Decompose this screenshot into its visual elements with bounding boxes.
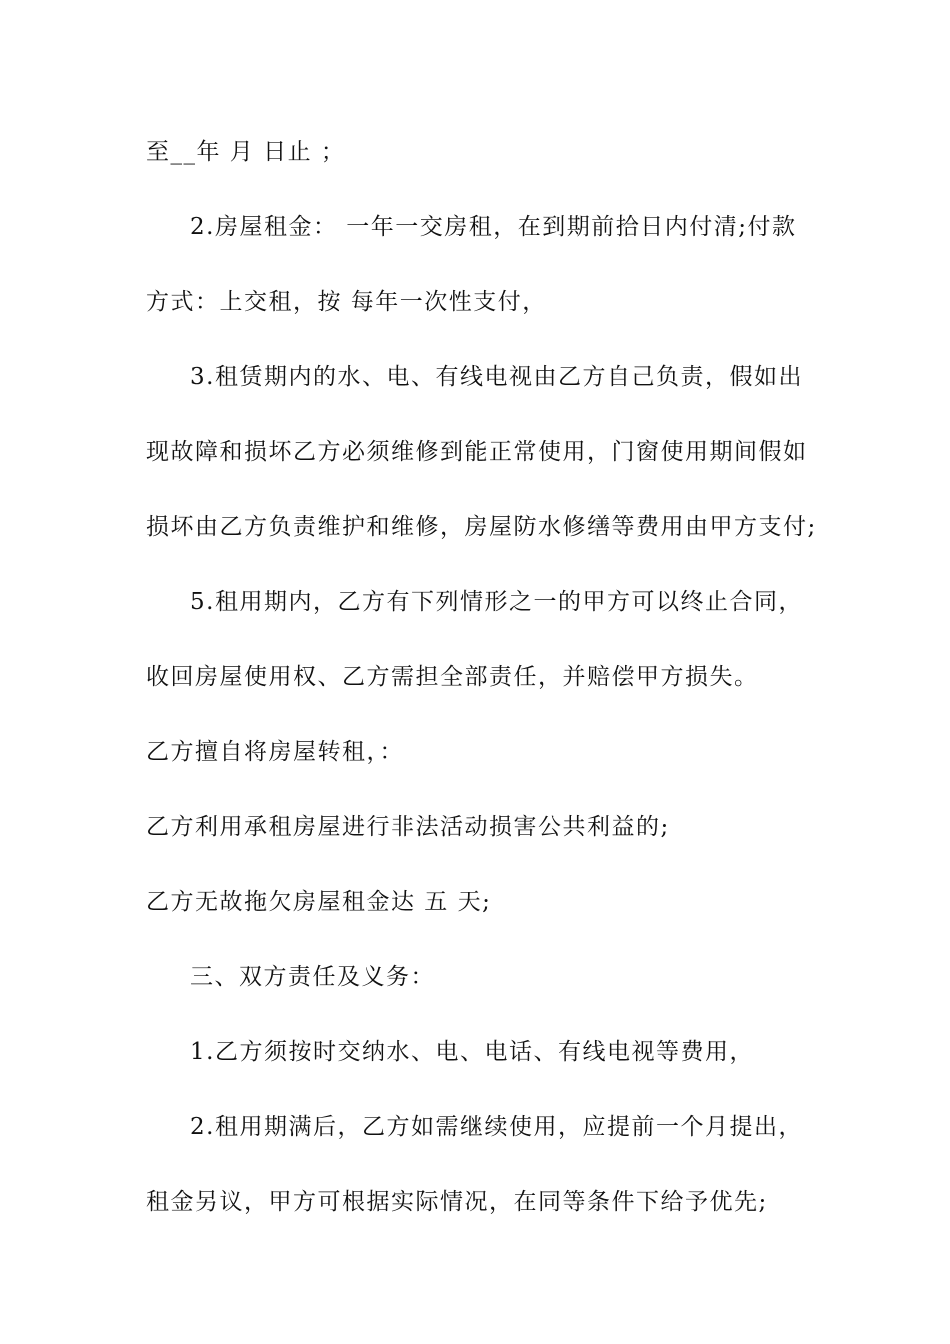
text-line-utilities-clause: 3.租赁期内的水、电、有线电视由乙方自己负责，假如出 bbox=[190, 364, 803, 390]
text-line-term-end: 至__年 月 日止 ； bbox=[146, 139, 346, 165]
text-line-sublease: 乙方擅自将房屋转租，： bbox=[146, 739, 404, 765]
text-line-renewal-clause: 2.租用期满后，乙方如需继续使用，应提前一个月提出， bbox=[190, 1114, 803, 1140]
text-line-renewal-priority: 租金另议，甲方可根据实际情况，在同等条件下给予优先; bbox=[146, 1189, 768, 1215]
text-line-termination-clause: 5.租用期内，乙方有下列情形之一的甲方可以终止合同， bbox=[190, 589, 803, 615]
text-line-rent-clause: 2.房屋租金： 一年一交房租，在到期前拾日内付清;付款 bbox=[190, 214, 797, 240]
text-line-illegal-activity: 乙方利用承租房屋进行非法活动损害公共利益的; bbox=[146, 814, 670, 840]
text-line-fees-clause: 1.乙方须按时交纳水、电、电话、有线电视等费用， bbox=[190, 1039, 754, 1065]
text-line-payment-method: 方式：上交租，按 每年一次性支付， bbox=[146, 289, 547, 315]
section-heading-responsibilities: 三、双方责任及义务： bbox=[190, 964, 435, 990]
text-line-maintenance-clause: 损坏由乙方负责维护和维修，房屋防水修缮等费用由甲方支付; bbox=[146, 514, 817, 540]
text-line-termination-liability: 收回房屋使用权、乙方需担全部责任，并赔偿甲方损失。 bbox=[146, 664, 759, 690]
text-line-repair-clause: 现故障和损坏乙方必须维修到能正常使用，门窗使用期间假如 bbox=[146, 439, 808, 465]
text-line-rent-arrears: 乙方无故拖欠房屋租金达 五 天; bbox=[146, 889, 492, 915]
